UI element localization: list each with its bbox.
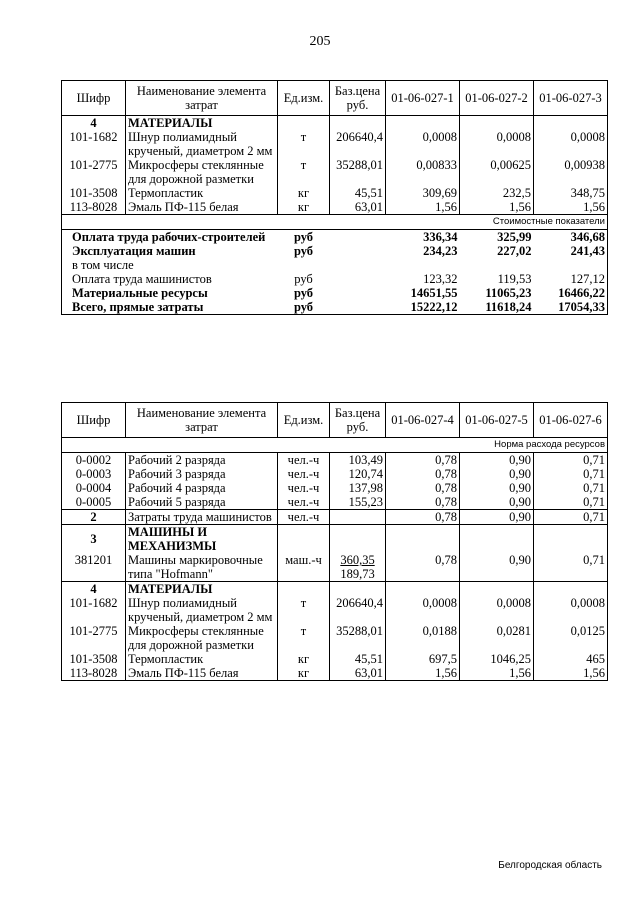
- summary-value-3: 241,43: [534, 244, 608, 272]
- summary-label: Материальные ресурсы: [62, 286, 278, 300]
- row-unit: кг: [278, 186, 330, 200]
- header-code: Шифр: [62, 81, 126, 116]
- row-value-2: 0,0008: [460, 130, 534, 158]
- row-unit: т: [278, 158, 330, 186]
- row-code: 101-3508: [62, 186, 126, 200]
- row-value-2: 1,56: [460, 200, 534, 215]
- summary-row: [62, 286, 608, 300]
- summary-unit: руб: [278, 300, 330, 315]
- row-code: 101-2775: [62, 158, 126, 186]
- row-value-2: 0,90: [460, 481, 534, 495]
- table-row: [62, 624, 608, 652]
- row-name: Микросферы стеклянные для дорожной разметки: [126, 624, 278, 652]
- row-price: 206640,4: [330, 596, 386, 624]
- row-code: 0-0003: [62, 467, 126, 481]
- row-price: 206640,4: [330, 130, 386, 158]
- row-name: Эмаль ПФ-115 белая: [126, 666, 278, 681]
- header-col-3: 01-06-027-3: [534, 81, 608, 116]
- summary-value-3: 16466,22: [534, 286, 608, 300]
- row-value-2: 232,5: [460, 186, 534, 200]
- footer-region: Белгородская область: [498, 860, 602, 871]
- table-row: [62, 200, 608, 215]
- row-code: 113-8028: [62, 666, 126, 681]
- table-row: [62, 596, 608, 624]
- row-unit: чел.-ч: [278, 453, 330, 468]
- section-title: МАТЕРИАЛЫ: [126, 116, 278, 131]
- summary-label: Всего, прямые затраты: [62, 300, 278, 315]
- table-row: [62, 130, 608, 158]
- row-name: Шнур полиамидный крученый, диаметром 2 мм: [126, 596, 278, 624]
- row-code: 101-1682: [62, 596, 126, 624]
- row-name: Рабочий 3 разряда: [126, 467, 278, 481]
- row-name: Машины маркировочные типа "Hofmann": [126, 553, 278, 582]
- summary-value-2: 119,53: [497, 272, 532, 286]
- row-unit: маш.-ч: [278, 553, 330, 582]
- row-price: 35288,01: [330, 624, 386, 652]
- summary-sub-label: в том числе: [72, 258, 134, 272]
- row-unit: чел.-ч: [278, 510, 330, 525]
- row-unit: т: [278, 624, 330, 652]
- table-row: [62, 666, 608, 681]
- row-price: 103,49: [330, 453, 386, 468]
- header-unit: Ед.изм.: [278, 81, 330, 116]
- row-unit: кг: [278, 200, 330, 215]
- row-value-3: 465: [534, 652, 608, 666]
- header-name: Наименование элемента затрат: [126, 403, 278, 438]
- summary-unit: руб: [293, 230, 314, 244]
- row-unit: чел.-ч: [278, 495, 330, 510]
- header-code: Шифр: [62, 403, 126, 438]
- row-value-1: 0,78: [386, 467, 460, 481]
- row-value-1: 0,78: [386, 553, 460, 582]
- summary-unit: руб: [293, 244, 314, 258]
- row-price: 63,01: [330, 200, 386, 215]
- summary-label: Оплата труда машинистов: [62, 272, 278, 286]
- row-value-2: 0,90: [460, 510, 534, 525]
- row-name: Затраты труда машинистов: [126, 510, 278, 525]
- row-value-3: 0,71: [534, 495, 608, 510]
- resource-norm-caption: Норма расхода ресурсов: [62, 438, 608, 453]
- price-top: 360,35: [340, 553, 375, 567]
- row-price: 155,23: [330, 495, 386, 510]
- row-value-3: 1,56: [534, 666, 608, 681]
- row-value-1: 0,0008: [386, 130, 460, 158]
- row-code: 0-0004: [62, 481, 126, 495]
- header-col-1: 01-06-027-1: [386, 81, 460, 116]
- page-number: 205: [309, 34, 331, 49]
- row-value-2: 0,90: [460, 495, 534, 510]
- row-unit: кг: [278, 652, 330, 666]
- row-value-3: 0,71: [534, 467, 608, 481]
- row-value-1: 0,00833: [386, 158, 460, 186]
- row-name: Рабочий 2 разряда: [126, 453, 278, 468]
- summary-value-1: 336,34: [423, 230, 458, 244]
- row-value-3: 0,00938: [534, 158, 608, 186]
- row-value-2: 1046,25: [460, 652, 534, 666]
- summary-value-1: 234,23: [423, 244, 458, 258]
- section-title: МАШИНЫ И МЕХАНИЗМЫ: [126, 525, 278, 554]
- summary-value-1: 15222,12: [386, 300, 460, 315]
- table-header-row: [62, 403, 608, 438]
- row-code: 113-8028: [62, 200, 126, 215]
- row-unit: чел.-ч: [278, 467, 330, 481]
- row-price: 45,51: [330, 186, 386, 200]
- row-code: 101-3508: [62, 652, 126, 666]
- row-price: 35288,01: [330, 158, 386, 186]
- row-value-1: 0,0188: [386, 624, 460, 652]
- section-code: 4: [62, 116, 126, 131]
- row-unit: чел.-ч: [278, 481, 330, 495]
- summary-value-3: 127,12: [534, 272, 608, 286]
- section-code: 3: [62, 525, 126, 554]
- header-col-2: 01-06-027-2: [460, 81, 534, 116]
- row-value-2: 0,00625: [460, 158, 534, 186]
- operators-row: [62, 510, 608, 525]
- row-code: 101-2775: [62, 624, 126, 652]
- row-value-3: 348,75: [534, 186, 608, 200]
- row-value-1: 1,56: [386, 200, 460, 215]
- header-price: Баз.цена руб.: [330, 403, 386, 438]
- summary-row: [62, 272, 608, 286]
- summary-value-1: 14651,55: [410, 286, 458, 300]
- summary-row: [62, 244, 608, 272]
- summary-value-2: 325,99: [497, 230, 532, 244]
- table-row: [62, 495, 608, 510]
- row-code: 381201: [62, 553, 126, 582]
- row-value-3: 1,56: [534, 200, 608, 215]
- table-row: [62, 467, 608, 481]
- row-name: Рабочий 4 разряда: [126, 481, 278, 495]
- row-value-2: 0,90: [460, 553, 534, 582]
- section-row: [62, 582, 608, 597]
- row-value-2: 0,90: [460, 453, 534, 468]
- summary-value-1: 123,32: [423, 272, 458, 286]
- cost-indicators-caption: Стоимостные показатели: [62, 215, 608, 230]
- row-value-3: 0,71: [534, 481, 608, 495]
- summary-label-text: Эксплуатация машин: [72, 244, 196, 258]
- row-name: Термопластик: [126, 186, 278, 200]
- summary-unit: руб: [294, 272, 313, 286]
- row-code: 2: [62, 510, 126, 525]
- row-value-3: 0,71: [534, 510, 608, 525]
- section-title: МАТЕРИАЛЫ: [126, 582, 278, 597]
- header-name: Наименование элемента затрат: [126, 81, 278, 116]
- row-price: 120,74: [330, 467, 386, 481]
- row-price: 45,51: [330, 652, 386, 666]
- summary-label: [62, 244, 278, 272]
- table-row: [62, 453, 608, 468]
- resource-table-2: [61, 402, 608, 681]
- caption-row: [62, 215, 608, 230]
- section-code: 4: [62, 582, 126, 597]
- row-price: 137,98: [330, 481, 386, 495]
- row-value-2: 0,0281: [460, 624, 534, 652]
- row-name: Эмаль ПФ-115 белая: [126, 200, 278, 215]
- row-code: 101-1682: [62, 130, 126, 158]
- row-name: Микросферы стеклянные для дорожной разметки: [126, 158, 278, 186]
- row-value-2: 0,0008: [460, 596, 534, 624]
- header-price: Баз.цена руб.: [330, 81, 386, 116]
- summary-value-2: 227,02: [497, 244, 532, 258]
- summary-row: [62, 230, 608, 245]
- table-header-row: [62, 81, 608, 116]
- table-row: [62, 158, 608, 186]
- table-row: [62, 553, 608, 582]
- row-value-3: 0,71: [534, 453, 608, 468]
- row-value-3: 0,0008: [534, 130, 608, 158]
- price-bottom: 189,73: [340, 567, 375, 581]
- header-col-4: 01-06-027-4: [386, 403, 460, 438]
- table-row: [62, 652, 608, 666]
- header-col-6: 01-06-027-6: [534, 403, 608, 438]
- row-name: Шнур полиамидный крученый, диаметром 2 мм: [126, 130, 278, 158]
- summary-unit: руб: [293, 286, 314, 300]
- header-unit: Ед.изм.: [278, 403, 330, 438]
- summary-label: Оплата труда рабочих-строителей: [62, 230, 278, 245]
- row-value-1: 1,56: [386, 666, 460, 681]
- row-value-3: 0,0125: [534, 624, 608, 652]
- caption-row: [62, 438, 608, 453]
- row-value-1: 0,78: [386, 495, 460, 510]
- row-price: [330, 553, 386, 582]
- row-unit: т: [278, 130, 330, 158]
- summary-value-2: 11618,24: [460, 300, 534, 315]
- row-value-2: 0,90: [460, 467, 534, 481]
- row-value-1: 0,78: [386, 453, 460, 468]
- row-code: 0-0002: [62, 453, 126, 468]
- row-value-3: 0,71: [534, 553, 608, 582]
- header-col-5: 01-06-027-5: [460, 403, 534, 438]
- cost-table-1: [61, 80, 608, 315]
- table-row: [62, 481, 608, 495]
- row-value-2: 1,56: [460, 666, 534, 681]
- row-value-1: 697,5: [386, 652, 460, 666]
- row-value-1: 0,0008: [386, 596, 460, 624]
- summary-value-3: 346,68: [534, 230, 608, 245]
- row-value-1: 309,69: [386, 186, 460, 200]
- row-name: Термопластик: [126, 652, 278, 666]
- summary-value-3: 17054,33: [534, 300, 608, 315]
- row-code: 0-0005: [62, 495, 126, 510]
- summary-row: [62, 300, 608, 315]
- section-row: [62, 525, 608, 554]
- table-row: [62, 186, 608, 200]
- row-unit: т: [278, 596, 330, 624]
- row-name: Рабочий 5 разряда: [126, 495, 278, 510]
- row-value-1: 0,78: [386, 481, 460, 495]
- section-row: [62, 116, 608, 131]
- row-price: 63,01: [330, 666, 386, 681]
- row-value-3: 0,0008: [534, 596, 608, 624]
- row-value-1: 0,78: [386, 510, 460, 525]
- summary-value-2: 11065,23: [485, 286, 532, 300]
- row-unit: кг: [278, 666, 330, 681]
